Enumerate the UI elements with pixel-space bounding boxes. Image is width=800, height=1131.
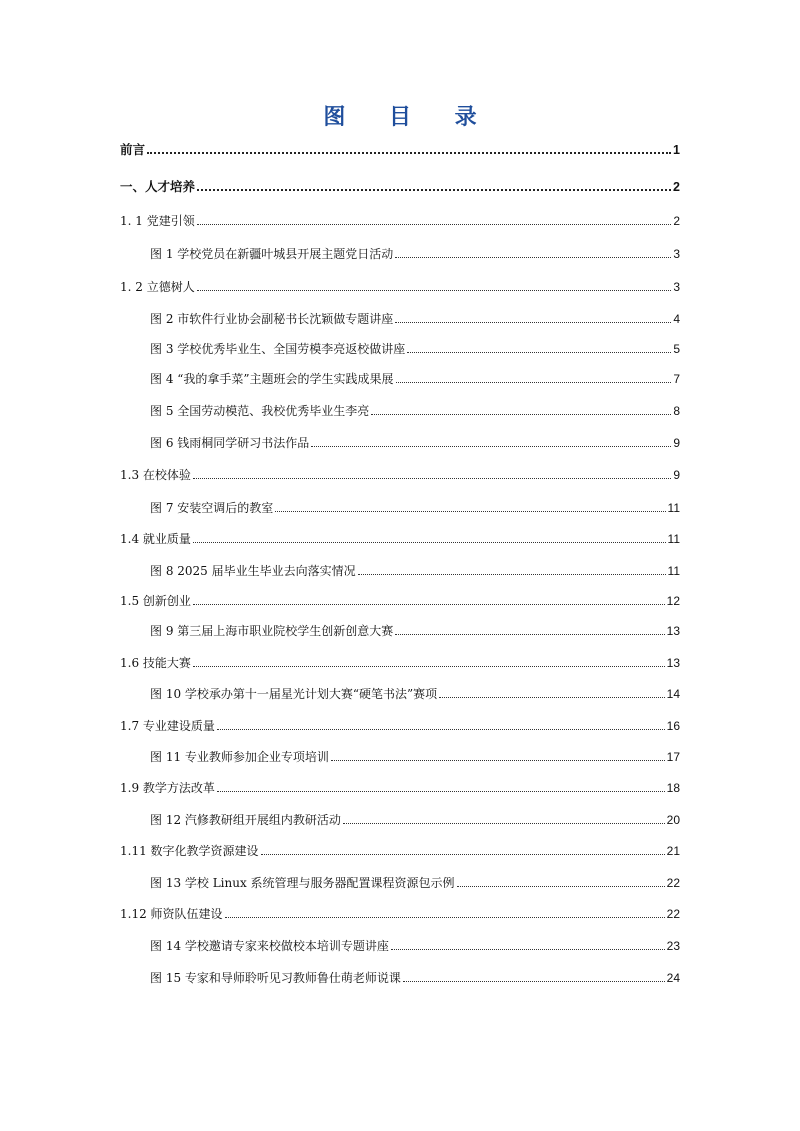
toc-dot-leader <box>396 382 672 383</box>
toc-entry-label: 图 13 学校 Linux 系统管理与服务器配置课程资源包示例 <box>150 876 455 890</box>
toc-entry-page-number: 12 <box>666 594 680 608</box>
toc-entry[interactable] <box>150 970 680 986</box>
toc-entry[interactable] <box>120 279 680 295</box>
toc-entry[interactable] <box>150 500 680 516</box>
toc-entry[interactable] <box>150 812 680 828</box>
toc-entry-label: 一、人才培养 <box>120 179 196 194</box>
toc-dot-leader <box>217 729 665 730</box>
toc-entry-page-number: 16 <box>666 719 680 733</box>
toc-entry-label: 图 4 “我的拿手菜”主题班会的学生实践成果展 <box>150 372 394 386</box>
toc-dot-leader <box>407 352 671 353</box>
toc-entry[interactable] <box>120 593 680 609</box>
toc-dot-leader <box>391 949 665 950</box>
toc-dot-leader <box>197 189 671 191</box>
toc-entry-page-number: 3 <box>673 247 680 261</box>
toc-entry-label: 图 3 学校优秀毕业生、全国劳模李亮返校做讲座 <box>150 342 406 356</box>
toc-entry[interactable] <box>120 780 680 796</box>
toc-dot-leader <box>457 886 665 887</box>
toc-entry-label: 图 1 学校党员在新疆叶城县开展主题党日活动 <box>150 247 394 261</box>
toc-dot-leader <box>193 666 665 667</box>
toc-entry[interactable] <box>150 749 680 765</box>
toc-dot-leader <box>197 290 672 291</box>
toc-entry-label: 1.7 专业建设质量 <box>120 719 215 733</box>
toc-entry-page-number: 20 <box>666 813 680 827</box>
toc-entry[interactable] <box>150 875 680 891</box>
toc-entry[interactable] <box>120 718 680 734</box>
toc-entry-label: 图 5 全国劳动模范、我校优秀毕业生李亮 <box>150 404 370 418</box>
toc-dot-leader <box>311 446 671 447</box>
toc-entry-page-number: 7 <box>673 372 680 386</box>
toc-dot-leader <box>275 511 665 512</box>
toc-entry[interactable] <box>150 403 680 419</box>
toc-entry[interactable] <box>120 467 680 483</box>
toc-entry[interactable] <box>120 142 680 158</box>
toc-entry-label: 图 10 学校承办第十一届星光计划大赛“硬笔书法”赛项 <box>150 687 438 701</box>
toc-dot-leader <box>261 854 665 855</box>
page-title: 图 目 录 <box>323 104 495 130</box>
toc-dot-leader <box>439 697 664 698</box>
toc-entry-page-number: 13 <box>666 624 680 638</box>
toc-entry[interactable] <box>150 435 680 451</box>
toc-dot-leader <box>331 760 665 761</box>
toc-entry-label: 1.5 创新创业 <box>120 594 191 608</box>
toc-entry[interactable] <box>150 938 680 954</box>
toc-entry[interactable] <box>150 563 680 579</box>
toc-entry-label: 1. 2 立德树人 <box>120 280 195 294</box>
toc-entry-label: 1.11 数字化教学资源建设 <box>120 844 259 858</box>
toc-entry-page-number: 18 <box>666 781 680 795</box>
toc-entry[interactable] <box>120 531 680 547</box>
toc-entry-page-number: 11 <box>667 564 680 578</box>
toc-entry-label: 1.9 教学方法改革 <box>120 781 215 795</box>
toc-dot-leader <box>147 152 671 154</box>
toc-entry-label: 图 9 第三届上海市职业院校学生创新创意大赛 <box>150 624 394 638</box>
toc-entry-page-number: 9 <box>673 436 680 450</box>
toc-entry[interactable] <box>120 179 680 195</box>
toc-entry[interactable] <box>120 906 680 922</box>
toc-entry-label: 图 8 2025 届毕业生毕业去向落实情况 <box>150 564 356 578</box>
toc-entry[interactable] <box>150 686 680 702</box>
toc-entry-page-number: 14 <box>666 687 680 701</box>
toc-entry-label: 1. 1 党建引领 <box>120 214 195 228</box>
toc-dot-leader <box>193 542 666 543</box>
toc-entry-page-number: 11 <box>667 501 680 515</box>
toc-entry-page-number: 1 <box>673 143 680 157</box>
toc-entry-page-number: 5 <box>673 342 680 356</box>
toc-entry[interactable] <box>120 655 680 671</box>
toc-entry-page-number: 23 <box>666 939 680 953</box>
toc-entry-page-number: 24 <box>666 971 680 985</box>
toc-entry-page-number: 4 <box>673 312 680 326</box>
toc-dot-leader <box>217 791 665 792</box>
toc-dot-leader <box>395 322 671 323</box>
toc-entry-page-number: 11 <box>667 532 680 546</box>
toc-entry-page-number: 3 <box>673 280 680 294</box>
toc-entry[interactable] <box>150 341 680 357</box>
toc-entry-page-number: 21 <box>666 844 680 858</box>
toc-dot-leader <box>395 634 664 635</box>
toc-entry-label: 图 6 钱雨桐同学研习书法作品 <box>150 436 310 450</box>
toc-dot-leader <box>193 478 671 479</box>
toc-entry-page-number: 22 <box>666 907 680 921</box>
toc-dot-leader <box>225 917 665 918</box>
toc-entry[interactable] <box>150 246 680 262</box>
toc-entry[interactable] <box>120 843 680 859</box>
toc-entry-page-number: 22 <box>666 876 680 890</box>
toc-entry[interactable] <box>150 623 680 639</box>
toc-dot-leader <box>371 414 671 415</box>
toc-entry-label: 1.3 在校体验 <box>120 468 191 482</box>
toc-entry-page-number: 2 <box>673 214 680 228</box>
toc-entry-page-number: 9 <box>673 468 680 482</box>
toc-entry[interactable] <box>150 311 680 327</box>
toc-entry[interactable] <box>120 213 680 229</box>
toc-entry-label: 图 12 汽修教研组开展组内教研活动 <box>150 813 341 827</box>
toc-dot-leader <box>197 224 672 225</box>
toc-entry-label: 1.4 就业质量 <box>120 532 191 546</box>
toc-entry-page-number: 13 <box>666 656 680 670</box>
toc-entry-label: 1.12 师资队伍建设 <box>120 907 223 921</box>
toc-dot-leader <box>358 574 666 575</box>
toc-entry-label: 图 15 专家和导师聆听见习教师鲁仕萌老师说课 <box>150 971 401 985</box>
toc-entry-label: 图 7 安装空调后的教室 <box>150 501 274 515</box>
toc-entry-page-number: 17 <box>666 750 680 764</box>
toc-entry-page-number: 8 <box>673 404 680 418</box>
toc-dot-leader <box>343 823 665 824</box>
toc-entry-label: 前言 <box>120 142 146 157</box>
toc-dot-leader <box>193 604 665 605</box>
toc-entry-label: 图 14 学校邀请专家来校做校本培训专题讲座 <box>150 939 389 953</box>
toc-entry[interactable] <box>150 371 680 387</box>
toc-entry-page-number: 2 <box>673 180 680 194</box>
toc-entry-label: 图 2 市软件行业协会副秘书长沈颖做专题讲座 <box>150 312 394 326</box>
toc-dot-leader <box>403 981 665 982</box>
toc-dot-leader <box>395 257 671 258</box>
toc-entry-label: 1.6 技能大赛 <box>120 656 191 670</box>
toc-entry-label: 图 11 专业教师参加企业专项培训 <box>150 750 329 764</box>
